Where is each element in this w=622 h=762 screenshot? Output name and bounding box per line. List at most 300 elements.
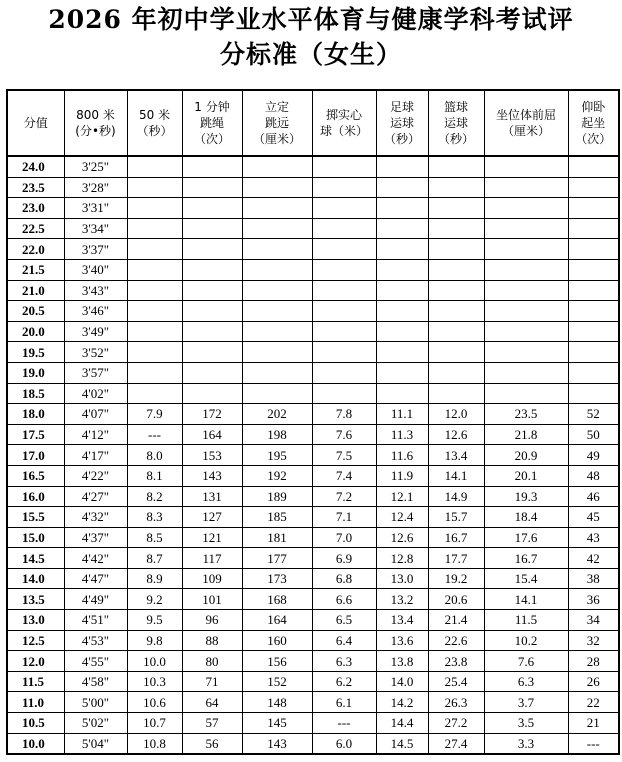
value-cell-standing-long-jump: 189 bbox=[242, 486, 312, 507]
table-body bbox=[7, 156, 619, 754]
table-row bbox=[7, 486, 619, 507]
value-cell-football-dribble: 14.2 bbox=[376, 692, 428, 713]
column-header-line: 立定 bbox=[264, 100, 289, 114]
score-cell: 18.5 bbox=[7, 383, 64, 404]
value-cell-sit-and-reach: 6.3 bbox=[484, 671, 568, 692]
value-cell-standing-long-jump: 173 bbox=[242, 568, 312, 589]
value-cell-sit-ups: 48 bbox=[568, 465, 619, 486]
value-cell-rope-skip-1min: 101 bbox=[182, 589, 242, 610]
value-cell-basketball-dribble: 14.1 bbox=[428, 465, 484, 486]
value-cell-football-dribble: 12.1 bbox=[376, 486, 428, 507]
table-row bbox=[7, 342, 619, 363]
value-cell-sit-and-reach: 3.3 bbox=[484, 733, 568, 754]
table-row bbox=[7, 568, 619, 589]
score-cell: 15.0 bbox=[7, 527, 64, 548]
column-header-line: （秒） bbox=[383, 132, 420, 146]
value-cell-sit-ups bbox=[568, 198, 619, 219]
value-cell-sit-and-reach bbox=[484, 198, 568, 219]
value-cell-basketball-dribble: 15.7 bbox=[428, 507, 484, 528]
column-header-basketball-dribble bbox=[428, 90, 484, 156]
score-cell: 19.0 bbox=[7, 362, 64, 383]
value-cell-sit-and-reach: 11.5 bbox=[484, 610, 568, 631]
value-cell-run-50m: 9.2 bbox=[127, 589, 182, 610]
table-row bbox=[7, 156, 619, 177]
value-cell-rope-skip-1min: 153 bbox=[182, 445, 242, 466]
value-cell-sit-ups bbox=[568, 321, 619, 342]
column-header-line: （厘米） bbox=[501, 124, 550, 138]
value-cell-sit-ups: 26 bbox=[568, 671, 619, 692]
value-cell-run-800m: 3'49" bbox=[64, 321, 127, 342]
value-cell-football-dribble bbox=[376, 321, 428, 342]
value-cell-basketball-dribble bbox=[428, 218, 484, 239]
value-cell-standing-long-jump: 164 bbox=[242, 610, 312, 631]
value-cell-sit-ups bbox=[568, 383, 619, 404]
value-cell-sit-ups: 34 bbox=[568, 610, 619, 631]
value-cell-medicine-ball-throw: 7.2 bbox=[312, 486, 376, 507]
value-cell-sit-and-reach: 20.9 bbox=[484, 445, 568, 466]
value-cell-run-800m: 3'34" bbox=[64, 218, 127, 239]
value-cell-run-800m: 4'53" bbox=[64, 630, 127, 651]
value-cell-run-800m: 5'04" bbox=[64, 733, 127, 754]
value-cell-rope-skip-1min bbox=[182, 362, 242, 383]
score-cell: 11.5 bbox=[7, 671, 64, 692]
value-cell-sit-ups: 21 bbox=[568, 713, 619, 734]
value-cell-run-800m: 4'07" bbox=[64, 404, 127, 425]
value-cell-standing-long-jump bbox=[242, 177, 312, 198]
table-row bbox=[7, 589, 619, 610]
value-cell-medicine-ball-throw: 6.0 bbox=[312, 733, 376, 754]
value-cell-run-800m: 4'58" bbox=[64, 671, 127, 692]
table-row bbox=[7, 239, 619, 260]
value-cell-rope-skip-1min: 71 bbox=[182, 671, 242, 692]
table-row bbox=[7, 713, 619, 734]
value-cell-standing-long-jump: 143 bbox=[242, 733, 312, 754]
value-cell-basketball-dribble: 13.4 bbox=[428, 445, 484, 466]
table-row bbox=[7, 671, 619, 692]
value-cell-run-50m: 9.8 bbox=[127, 630, 182, 651]
value-cell-basketball-dribble: 23.8 bbox=[428, 651, 484, 672]
score-cell: 20.5 bbox=[7, 301, 64, 322]
table-row bbox=[7, 630, 619, 651]
column-header-line: （厘米） bbox=[252, 132, 301, 146]
value-cell-run-50m: 10.6 bbox=[127, 692, 182, 713]
value-cell-sit-ups bbox=[568, 156, 619, 177]
value-cell-football-dribble: 12.6 bbox=[376, 527, 428, 548]
column-header-line: （次） bbox=[193, 132, 230, 146]
value-cell-sit-and-reach: 23.5 bbox=[484, 404, 568, 425]
value-cell-basketball-dribble: 14.9 bbox=[428, 486, 484, 507]
column-header-line: （秒） bbox=[136, 124, 173, 138]
value-cell-medicine-ball-throw: 6.2 bbox=[312, 671, 376, 692]
column-header-line: 篮球 bbox=[443, 100, 468, 114]
value-cell-rope-skip-1min: 57 bbox=[182, 713, 242, 734]
value-cell-standing-long-jump: 168 bbox=[242, 589, 312, 610]
value-cell-rope-skip-1min bbox=[182, 156, 242, 177]
value-cell-basketball-dribble: 27.4 bbox=[428, 733, 484, 754]
value-cell-run-50m bbox=[127, 239, 182, 260]
value-cell-sit-and-reach: 21.8 bbox=[484, 424, 568, 445]
table-row bbox=[7, 507, 619, 528]
value-cell-run-50m bbox=[127, 342, 182, 363]
value-cell-sit-and-reach bbox=[484, 280, 568, 301]
value-cell-sit-and-reach: 3.7 bbox=[484, 692, 568, 713]
value-cell-basketball-dribble bbox=[428, 321, 484, 342]
value-cell-rope-skip-1min: 127 bbox=[182, 507, 242, 528]
value-cell-basketball-dribble: 27.2 bbox=[428, 713, 484, 734]
value-cell-rope-skip-1min bbox=[182, 198, 242, 219]
value-cell-sit-ups: 28 bbox=[568, 651, 619, 672]
score-cell: 13.5 bbox=[7, 589, 64, 610]
value-cell-run-50m: 8.0 bbox=[127, 445, 182, 466]
value-cell-run-800m: 3'52" bbox=[64, 342, 127, 363]
value-cell-run-50m: 10.8 bbox=[127, 733, 182, 754]
value-cell-sit-and-reach bbox=[484, 301, 568, 322]
value-cell-sit-and-reach bbox=[484, 342, 568, 363]
value-cell-medicine-ball-throw bbox=[312, 362, 376, 383]
value-cell-run-50m: 10.3 bbox=[127, 671, 182, 692]
value-cell-football-dribble: 14.5 bbox=[376, 733, 428, 754]
score-cell: 22.5 bbox=[7, 218, 64, 239]
value-cell-medicine-ball-throw: 7.4 bbox=[312, 465, 376, 486]
value-cell-run-50m bbox=[127, 383, 182, 404]
value-cell-basketball-dribble bbox=[428, 259, 484, 280]
value-cell-sit-ups: 43 bbox=[568, 527, 619, 548]
value-cell-basketball-dribble bbox=[428, 156, 484, 177]
score-cell: 17.5 bbox=[7, 424, 64, 445]
table-row bbox=[7, 445, 619, 466]
score-cell: 21.0 bbox=[7, 280, 64, 301]
value-cell-run-50m bbox=[127, 218, 182, 239]
value-cell-standing-long-jump: 156 bbox=[242, 651, 312, 672]
value-cell-run-50m: 8.3 bbox=[127, 507, 182, 528]
value-cell-sit-and-reach: 16.7 bbox=[484, 548, 568, 569]
score-cell: 12.0 bbox=[7, 651, 64, 672]
column-header-rope-skip-1min bbox=[182, 90, 242, 156]
value-cell-medicine-ball-throw: 6.5 bbox=[312, 610, 376, 631]
value-cell-basketball-dribble: 21.4 bbox=[428, 610, 484, 631]
value-cell-sit-ups bbox=[568, 342, 619, 363]
score-cell: 21.5 bbox=[7, 259, 64, 280]
value-cell-sit-and-reach bbox=[484, 218, 568, 239]
value-cell-sit-ups bbox=[568, 218, 619, 239]
value-cell-rope-skip-1min: 88 bbox=[182, 630, 242, 651]
table-row bbox=[7, 548, 619, 569]
value-cell-rope-skip-1min: 143 bbox=[182, 465, 242, 486]
value-cell-football-dribble: 13.4 bbox=[376, 610, 428, 631]
value-cell-basketball-dribble: 25.4 bbox=[428, 671, 484, 692]
column-header-sit-ups bbox=[568, 90, 619, 156]
score-cell: 16.5 bbox=[7, 465, 64, 486]
value-cell-medicine-ball-throw: 6.1 bbox=[312, 692, 376, 713]
value-cell-football-dribble: 11.3 bbox=[376, 424, 428, 445]
table-row bbox=[7, 404, 619, 425]
document-title-line-2: 分标准（女生） bbox=[219, 40, 402, 69]
value-cell-medicine-ball-throw bbox=[312, 280, 376, 301]
value-cell-standing-long-jump bbox=[242, 280, 312, 301]
value-cell-run-50m: 8.7 bbox=[127, 548, 182, 569]
value-cell-run-50m: 10.0 bbox=[127, 651, 182, 672]
value-cell-football-dribble: 13.6 bbox=[376, 630, 428, 651]
value-cell-football-dribble bbox=[376, 342, 428, 363]
column-header-line: （秒） bbox=[437, 132, 474, 146]
value-cell-run-50m: 8.1 bbox=[127, 465, 182, 486]
value-cell-sit-and-reach bbox=[484, 383, 568, 404]
value-cell-run-50m: 8.5 bbox=[127, 527, 182, 548]
value-cell-run-800m: 4'49" bbox=[64, 589, 127, 610]
value-cell-run-800m: 3'28" bbox=[64, 177, 127, 198]
value-cell-run-800m: 4'42" bbox=[64, 548, 127, 569]
value-cell-standing-long-jump bbox=[242, 342, 312, 363]
value-cell-rope-skip-1min bbox=[182, 239, 242, 260]
value-cell-sit-and-reach: 14.1 bbox=[484, 589, 568, 610]
value-cell-basketball-dribble: 12.0 bbox=[428, 404, 484, 425]
value-cell-standing-long-jump: 192 bbox=[242, 465, 312, 486]
value-cell-sit-ups: 52 bbox=[568, 404, 619, 425]
value-cell-run-50m bbox=[127, 362, 182, 383]
value-cell-rope-skip-1min: 164 bbox=[182, 424, 242, 445]
value-cell-football-dribble: 14.0 bbox=[376, 671, 428, 692]
value-cell-medicine-ball-throw: --- bbox=[312, 713, 376, 734]
value-cell-rope-skip-1min bbox=[182, 301, 242, 322]
value-cell-medicine-ball-throw bbox=[312, 218, 376, 239]
value-cell-medicine-ball-throw: 7.5 bbox=[312, 445, 376, 466]
value-cell-medicine-ball-throw bbox=[312, 156, 376, 177]
value-cell-rope-skip-1min bbox=[182, 383, 242, 404]
value-cell-medicine-ball-throw: 7.6 bbox=[312, 424, 376, 445]
column-header-line: 50 米 bbox=[138, 108, 171, 122]
value-cell-sit-ups: 38 bbox=[568, 568, 619, 589]
score-cell: 13.0 bbox=[7, 610, 64, 631]
column-header-line: 跳绳 bbox=[199, 116, 224, 130]
column-header-line: 掷实心 bbox=[325, 108, 362, 122]
value-cell-run-800m: 3'40" bbox=[64, 259, 127, 280]
score-cell: 18.0 bbox=[7, 404, 64, 425]
value-cell-sit-ups: 45 bbox=[568, 507, 619, 528]
column-header-line: 分值 bbox=[23, 116, 48, 130]
value-cell-sit-ups: 42 bbox=[568, 548, 619, 569]
value-cell-run-800m: 3'37" bbox=[64, 239, 127, 260]
value-cell-run-800m: 4'27" bbox=[64, 486, 127, 507]
value-cell-run-50m bbox=[127, 280, 182, 301]
value-cell-medicine-ball-throw: 6.3 bbox=[312, 651, 376, 672]
value-cell-run-800m: 3'43" bbox=[64, 280, 127, 301]
value-cell-sit-and-reach bbox=[484, 321, 568, 342]
value-cell-basketball-dribble: 26.3 bbox=[428, 692, 484, 713]
table-row bbox=[7, 218, 619, 239]
column-header-line: 起坐 bbox=[581, 116, 606, 130]
value-cell-rope-skip-1min bbox=[182, 342, 242, 363]
value-cell-run-50m: --- bbox=[127, 424, 182, 445]
value-cell-football-dribble bbox=[376, 280, 428, 301]
value-cell-basketball-dribble: 16.7 bbox=[428, 527, 484, 548]
value-cell-football-dribble: 11.1 bbox=[376, 404, 428, 425]
score-cell: 14.0 bbox=[7, 568, 64, 589]
value-cell-sit-ups: 22 bbox=[568, 692, 619, 713]
column-header-line: 坐位体前屈 bbox=[495, 108, 556, 122]
value-cell-football-dribble bbox=[376, 156, 428, 177]
value-cell-basketball-dribble: 17.7 bbox=[428, 548, 484, 569]
value-cell-run-800m: 4'12" bbox=[64, 424, 127, 445]
value-cell-run-800m: 5'00" bbox=[64, 692, 127, 713]
value-cell-sit-and-reach: 3.5 bbox=[484, 713, 568, 734]
value-cell-sit-ups bbox=[568, 177, 619, 198]
value-cell-rope-skip-1min: 172 bbox=[182, 404, 242, 425]
column-header-football-dribble bbox=[376, 90, 428, 156]
value-cell-basketball-dribble: 19.2 bbox=[428, 568, 484, 589]
value-cell-sit-and-reach bbox=[484, 362, 568, 383]
column-header-line: 足球 bbox=[389, 100, 414, 114]
value-cell-basketball-dribble: 20.6 bbox=[428, 589, 484, 610]
value-cell-run-50m: 8.2 bbox=[127, 486, 182, 507]
score-cell: 22.0 bbox=[7, 239, 64, 260]
value-cell-medicine-ball-throw: 6.9 bbox=[312, 548, 376, 569]
value-cell-run-50m bbox=[127, 177, 182, 198]
value-cell-standing-long-jump: 185 bbox=[242, 507, 312, 528]
value-cell-run-50m: 9.5 bbox=[127, 610, 182, 631]
value-cell-football-dribble: 13.2 bbox=[376, 589, 428, 610]
value-cell-standing-long-jump: 152 bbox=[242, 671, 312, 692]
value-cell-sit-and-reach bbox=[484, 259, 568, 280]
value-cell-run-800m: 4'47" bbox=[64, 568, 127, 589]
value-cell-rope-skip-1min: 131 bbox=[182, 486, 242, 507]
value-cell-medicine-ball-throw bbox=[312, 321, 376, 342]
value-cell-sit-and-reach bbox=[484, 177, 568, 198]
value-cell-medicine-ball-throw bbox=[312, 259, 376, 280]
value-cell-rope-skip-1min: 64 bbox=[182, 692, 242, 713]
value-cell-run-800m: 3'25" bbox=[64, 156, 127, 177]
value-cell-sit-and-reach bbox=[484, 239, 568, 260]
value-cell-run-800m: 4'22" bbox=[64, 465, 127, 486]
table-row bbox=[7, 424, 619, 445]
value-cell-football-dribble bbox=[376, 383, 428, 404]
table-row bbox=[7, 527, 619, 548]
value-cell-sit-ups bbox=[568, 259, 619, 280]
value-cell-standing-long-jump bbox=[242, 301, 312, 322]
value-cell-run-800m: 4'17" bbox=[64, 445, 127, 466]
score-cell: 10.0 bbox=[7, 733, 64, 754]
value-cell-run-800m: 4'32" bbox=[64, 507, 127, 528]
table-row bbox=[7, 383, 619, 404]
value-cell-basketball-dribble: 22.6 bbox=[428, 630, 484, 651]
value-cell-standing-long-jump: 148 bbox=[242, 692, 312, 713]
value-cell-rope-skip-1min bbox=[182, 259, 242, 280]
score-cell: 23.0 bbox=[7, 198, 64, 219]
score-cell: 19.5 bbox=[7, 342, 64, 363]
value-cell-rope-skip-1min: 109 bbox=[182, 568, 242, 589]
value-cell-sit-ups bbox=[568, 280, 619, 301]
score-cell: 15.5 bbox=[7, 507, 64, 528]
value-cell-sit-and-reach: 19.3 bbox=[484, 486, 568, 507]
value-cell-football-dribble: 14.4 bbox=[376, 713, 428, 734]
value-cell-standing-long-jump bbox=[242, 239, 312, 260]
value-cell-standing-long-jump bbox=[242, 321, 312, 342]
value-cell-rope-skip-1min bbox=[182, 280, 242, 301]
value-cell-rope-skip-1min: 117 bbox=[182, 548, 242, 569]
value-cell-run-50m: 7.9 bbox=[127, 404, 182, 425]
table-row bbox=[7, 301, 619, 322]
column-header-line: 运球 bbox=[443, 116, 468, 130]
column-header-line: 仰卧 bbox=[581, 100, 606, 114]
table-row bbox=[7, 692, 619, 713]
value-cell-football-dribble bbox=[376, 198, 428, 219]
table-row bbox=[7, 465, 619, 486]
table-row bbox=[7, 610, 619, 631]
column-header-medicine-ball-throw bbox=[312, 90, 376, 156]
table-row bbox=[7, 259, 619, 280]
value-cell-run-50m bbox=[127, 301, 182, 322]
value-cell-rope-skip-1min bbox=[182, 321, 242, 342]
column-header-line: （次） bbox=[575, 132, 612, 146]
value-cell-medicine-ball-throw bbox=[312, 383, 376, 404]
value-cell-run-50m bbox=[127, 198, 182, 219]
column-header-line: 运球 bbox=[389, 116, 414, 130]
value-cell-medicine-ball-throw bbox=[312, 342, 376, 363]
table-row bbox=[7, 177, 619, 198]
table-row bbox=[7, 280, 619, 301]
value-cell-standing-long-jump: 195 bbox=[242, 445, 312, 466]
value-cell-sit-ups: 36 bbox=[568, 589, 619, 610]
value-cell-rope-skip-1min: 121 bbox=[182, 527, 242, 548]
value-cell-rope-skip-1min: 56 bbox=[182, 733, 242, 754]
value-cell-standing-long-jump: 177 bbox=[242, 548, 312, 569]
value-cell-football-dribble bbox=[376, 239, 428, 260]
value-cell-football-dribble bbox=[376, 301, 428, 322]
value-cell-sit-ups: 32 bbox=[568, 630, 619, 651]
value-cell-sit-and-reach bbox=[484, 156, 568, 177]
score-cell: 24.0 bbox=[7, 156, 64, 177]
value-cell-sit-and-reach: 15.4 bbox=[484, 568, 568, 589]
value-cell-sit-ups: 49 bbox=[568, 445, 619, 466]
value-cell-run-800m: 5'02" bbox=[64, 713, 127, 734]
table-row bbox=[7, 651, 619, 672]
column-header-run-800m bbox=[64, 90, 127, 156]
value-cell-football-dribble: 13.8 bbox=[376, 651, 428, 672]
value-cell-medicine-ball-throw: 7.1 bbox=[312, 507, 376, 528]
value-cell-medicine-ball-throw: 7.0 bbox=[312, 527, 376, 548]
scoring-standard-table bbox=[6, 89, 620, 755]
value-cell-basketball-dribble bbox=[428, 342, 484, 363]
value-cell-basketball-dribble bbox=[428, 383, 484, 404]
value-cell-medicine-ball-throw bbox=[312, 239, 376, 260]
score-cell: 10.5 bbox=[7, 713, 64, 734]
value-cell-sit-and-reach: 10.2 bbox=[484, 630, 568, 651]
value-cell-medicine-ball-throw: 6.6 bbox=[312, 589, 376, 610]
value-cell-standing-long-jump: 181 bbox=[242, 527, 312, 548]
score-cell: 17.0 bbox=[7, 445, 64, 466]
value-cell-standing-long-jump bbox=[242, 383, 312, 404]
value-cell-run-800m: 4'37" bbox=[64, 527, 127, 548]
value-cell-basketball-dribble bbox=[428, 198, 484, 219]
value-cell-medicine-ball-throw bbox=[312, 198, 376, 219]
value-cell-standing-long-jump: 202 bbox=[242, 404, 312, 425]
value-cell-football-dribble: 11.9 bbox=[376, 465, 428, 486]
value-cell-football-dribble bbox=[376, 259, 428, 280]
value-cell-sit-ups: 46 bbox=[568, 486, 619, 507]
value-cell-standing-long-jump bbox=[242, 198, 312, 219]
score-cell: 23.5 bbox=[7, 177, 64, 198]
value-cell-sit-ups bbox=[568, 301, 619, 322]
table-row bbox=[7, 198, 619, 219]
value-cell-football-dribble: 12.4 bbox=[376, 507, 428, 528]
value-cell-standing-long-jump bbox=[242, 218, 312, 239]
value-cell-medicine-ball-throw: 7.8 bbox=[312, 404, 376, 425]
value-cell-rope-skip-1min bbox=[182, 177, 242, 198]
value-cell-medicine-ball-throw: 6.8 bbox=[312, 568, 376, 589]
value-cell-basketball-dribble bbox=[428, 239, 484, 260]
value-cell-football-dribble bbox=[376, 177, 428, 198]
value-cell-medicine-ball-throw: 6.4 bbox=[312, 630, 376, 651]
value-cell-run-800m: 4'51" bbox=[64, 610, 127, 631]
